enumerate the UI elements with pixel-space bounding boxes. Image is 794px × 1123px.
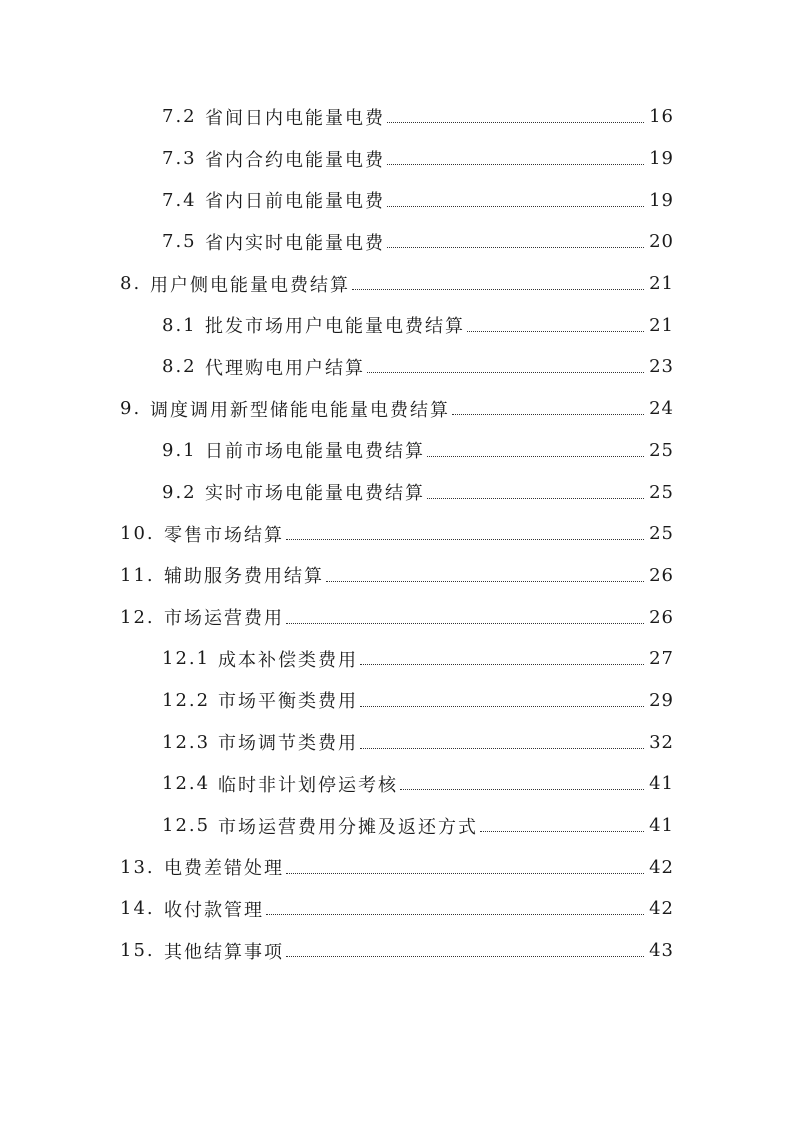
toc-entry-number: 7.4	[162, 189, 197, 211]
toc-entry-11[interactable]	[0, 555, 794, 597]
dot-leader	[387, 206, 644, 207]
toc-entry-title: 日前市场电能量电费结算	[205, 441, 425, 463]
toc-entry-title: 其他结算事项	[164, 941, 284, 963]
toc-entry-12[interactable]	[0, 596, 794, 638]
toc-entry-number: 7.3	[162, 148, 197, 170]
toc-entry-12-5[interactable]	[0, 805, 794, 847]
dot-leader	[452, 414, 644, 415]
toc-entry-page: 25	[649, 481, 674, 503]
dot-leader	[286, 873, 644, 874]
toc-entry-9-1[interactable]	[0, 430, 794, 472]
toc-entry-number: 12.	[120, 606, 155, 628]
toc-entry-page: 27	[649, 648, 674, 670]
toc-entry-page: 26	[649, 564, 674, 586]
table-of-contents	[0, 96, 794, 971]
toc-entry-page: 26	[649, 606, 674, 628]
toc-entry-7-4[interactable]	[0, 179, 794, 221]
toc-entry-14[interactable]	[0, 888, 794, 930]
toc-entry-number: 11.	[120, 564, 155, 586]
toc-entry-title: 临时非计划停运考核	[218, 774, 398, 796]
toc-entry-number: 12.1	[162, 648, 211, 670]
toc-entry-7-2[interactable]	[0, 96, 794, 138]
toc-entry-title: 电费差错处理	[164, 858, 284, 880]
toc-entry-title: 成本补偿类费用	[218, 649, 358, 671]
dot-leader	[286, 539, 644, 540]
toc-entry-title: 省内合约电能量电费	[205, 149, 385, 171]
toc-entry-number: 12.5	[162, 815, 211, 837]
toc-entry-page: 25	[649, 439, 674, 461]
dot-leader	[360, 664, 644, 665]
toc-entry-number: 8.2	[162, 356, 197, 378]
dot-leader	[367, 372, 644, 373]
dot-leader	[266, 914, 644, 915]
toc-entry-page: 43	[649, 940, 674, 962]
toc-entry-page: 42	[649, 856, 674, 878]
toc-entry-title: 省间日内电能量电费	[205, 107, 385, 129]
toc-entry-page: 19	[649, 189, 674, 211]
toc-entry-number: 8.1	[162, 314, 197, 336]
toc-entry-number: 8.	[120, 273, 142, 295]
toc-entry-title: 实时市场电能量电费结算	[205, 483, 425, 505]
dot-leader	[400, 789, 644, 790]
toc-entry-page: 23	[649, 356, 674, 378]
toc-entry-number: 14.	[120, 898, 155, 920]
toc-entry-page: 24	[649, 398, 674, 420]
dot-leader	[286, 623, 644, 624]
toc-entry-12-1[interactable]	[0, 638, 794, 680]
toc-entry-title: 市场调节类费用	[218, 733, 358, 755]
toc-entry-page: 41	[649, 815, 674, 837]
toc-entry-title: 辅助服务费用结算	[164, 566, 324, 588]
toc-entry-9-2[interactable]	[0, 471, 794, 513]
toc-entry-page: 21	[649, 273, 674, 295]
toc-entry-title: 批发市场用户电能量电费结算	[205, 316, 465, 338]
toc-entry-number: 13.	[120, 856, 155, 878]
dot-leader	[387, 122, 644, 123]
toc-entry-9[interactable]	[0, 388, 794, 430]
toc-entry-number: 9.	[120, 398, 142, 420]
toc-entry-8-1[interactable]	[0, 304, 794, 346]
dot-leader	[467, 331, 644, 332]
dot-leader	[352, 289, 644, 290]
toc-entry-7-5[interactable]	[0, 221, 794, 263]
toc-entry-number: 7.5	[162, 231, 197, 253]
toc-entry-title: 用户侧电能量电费结算	[150, 274, 350, 296]
toc-entry-title: 代理购电用户结算	[205, 357, 365, 379]
toc-entry-15[interactable]	[0, 930, 794, 972]
toc-entry-13[interactable]	[0, 846, 794, 888]
toc-entry-page: 29	[649, 689, 674, 711]
toc-entry-12-4[interactable]	[0, 763, 794, 805]
toc-entry-title: 市场运营费用分摊及返还方式	[218, 816, 478, 838]
toc-entry-number: 9.2	[162, 481, 197, 503]
dot-leader	[427, 498, 644, 499]
toc-entry-number: 10.	[120, 523, 155, 545]
toc-entry-8[interactable]	[0, 263, 794, 305]
toc-entry-12-3[interactable]	[0, 721, 794, 763]
toc-entry-12-2[interactable]	[0, 680, 794, 722]
toc-entry-number: 9.1	[162, 439, 197, 461]
toc-entry-title: 零售市场结算	[164, 524, 284, 546]
toc-entry-number: 7.2	[162, 106, 197, 128]
dot-leader	[360, 706, 644, 707]
toc-entry-title: 省内日前电能量电费	[205, 191, 385, 213]
toc-entry-number: 12.4	[162, 773, 211, 795]
toc-entry-title: 省内实时电能量电费	[205, 232, 385, 254]
dot-leader	[326, 581, 644, 582]
toc-entry-title: 市场运营费用	[164, 608, 284, 630]
toc-entry-title: 市场平衡类费用	[218, 691, 358, 713]
toc-entry-page: 19	[649, 148, 674, 170]
toc-entry-title: 收付款管理	[164, 899, 264, 921]
toc-entry-number: 12.3	[162, 731, 211, 753]
dot-leader	[480, 831, 644, 832]
toc-entry-page: 20	[649, 231, 674, 253]
toc-entry-page: 42	[649, 898, 674, 920]
toc-entry-number: 12.2	[162, 689, 211, 711]
toc-entry-7-3[interactable]	[0, 138, 794, 180]
toc-entry-page: 25	[649, 523, 674, 545]
toc-entry-number: 15.	[120, 940, 155, 962]
dot-leader	[427, 456, 644, 457]
toc-entry-page: 32	[649, 731, 674, 753]
dot-leader	[286, 956, 644, 957]
toc-entry-title: 调度调用新型储能电能量电费结算	[150, 399, 450, 421]
toc-entry-page: 21	[649, 314, 674, 336]
toc-entry-10[interactable]	[0, 513, 794, 555]
dot-leader	[360, 748, 644, 749]
dot-leader	[387, 247, 644, 248]
toc-entry-8-2[interactable]	[0, 346, 794, 388]
toc-entry-page: 16	[649, 106, 674, 128]
toc-entry-page: 41	[649, 773, 674, 795]
dot-leader	[387, 164, 644, 165]
